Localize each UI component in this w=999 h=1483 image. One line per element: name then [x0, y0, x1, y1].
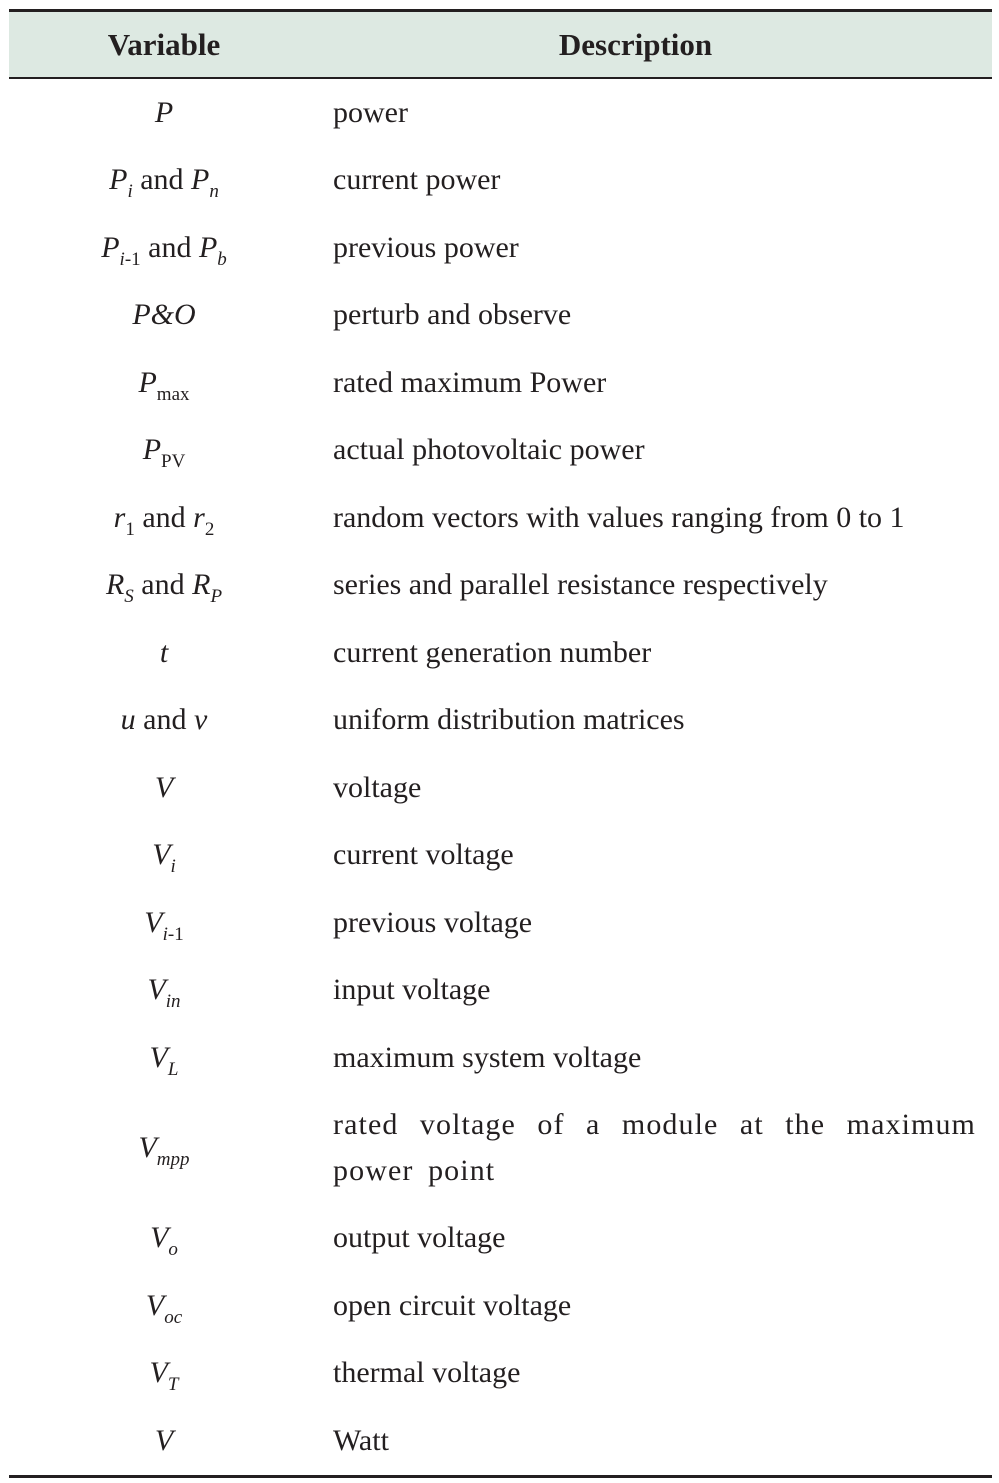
- variable-cell: $V_{i-1}$: [144, 905, 184, 945]
- table-row: [9, 1407, 992, 1475]
- description-cell: rated maximum Power: [333, 365, 607, 399]
- table-bottom-rule: [9, 1475, 992, 1478]
- description-cell: current generation number: [333, 635, 652, 669]
- table-row: [9, 1024, 992, 1092]
- variable-cell: $V_o$: [150, 1221, 178, 1261]
- header-description: Description: [558, 26, 713, 62]
- description-cell: voltage: [333, 770, 422, 804]
- variable-cell: $R_S$ and $R_P$: [105, 568, 223, 608]
- table-row: [9, 1092, 992, 1205]
- table-row: [9, 1340, 992, 1408]
- table-row: [9, 417, 992, 485]
- variable-cell: $P_{max}$: [138, 365, 190, 405]
- table-row: [9, 889, 992, 957]
- variable-table: [9, 9, 992, 1478]
- table-row: [9, 754, 992, 822]
- variable-cell: $V_{in}$: [147, 973, 181, 1013]
- description-cell: perturb and observe: [333, 298, 572, 332]
- description-cell: rated voltage of a module at the maximum power point: [333, 1108, 976, 1187]
- description-cell: input voltage: [333, 973, 491, 1007]
- description-cell: random vectors with values ranging from 0 to 1: [333, 500, 905, 534]
- description-cell: output voltage: [333, 1221, 506, 1255]
- table-row: [9, 687, 992, 755]
- variable-cell: P&O: [132, 298, 196, 332]
- table-row: [9, 214, 992, 282]
- table-header: [9, 12, 992, 77]
- table-row: [9, 1272, 992, 1340]
- variable-cell: $V_T$: [149, 1356, 179, 1396]
- variable-cell: t: [159, 635, 169, 669]
- variable-cell: u and v: [120, 703, 208, 737]
- description-cell: uniform distribution matrices: [333, 703, 685, 737]
- description-cell: current power: [333, 163, 501, 197]
- table-row: [9, 822, 992, 890]
- description-cell: current voltage: [333, 838, 514, 872]
- variable-cell: $V_i$: [152, 838, 176, 878]
- description-cell: previous power: [333, 230, 519, 264]
- table-row: [9, 484, 992, 552]
- description-cell: series and parallel resistance respectively: [333, 568, 828, 602]
- variable-cell: V: [154, 1423, 174, 1457]
- description-cell: thermal voltage: [333, 1356, 521, 1390]
- table-body: [9, 79, 992, 1475]
- variable-cell: $V_L$: [149, 1040, 179, 1080]
- description-cell: open circuit voltage: [333, 1288, 572, 1322]
- variable-cell: $P_{PV}$: [142, 433, 186, 473]
- variable-cell: $V_{mpp}$: [138, 1131, 190, 1170]
- variable-cell: P: [154, 95, 174, 129]
- table-row: [9, 79, 992, 147]
- variable-cell: V: [154, 770, 174, 804]
- description-cell: Watt: [333, 1423, 389, 1457]
- variable-cell: $P_i$ and $P_n$: [109, 163, 219, 203]
- header-variable: Variable: [107, 26, 221, 62]
- description-cell: previous voltage: [333, 905, 533, 939]
- description-cell: power: [333, 95, 408, 129]
- table-row: [9, 1205, 992, 1273]
- description-cell: actual photovoltaic power: [333, 433, 645, 467]
- table-row: [9, 282, 992, 350]
- variable-cell: $P_{i-1}$ and $P_b$: [101, 230, 227, 270]
- table-row: [9, 147, 992, 215]
- table-row: [9, 957, 992, 1025]
- variable-cell: $V_{oc}$: [145, 1288, 183, 1328]
- table-row: [9, 552, 992, 620]
- description-cell: maximum system voltage: [333, 1040, 642, 1074]
- table-row: [9, 349, 992, 417]
- variable-cell: $r_1$ and $r_2$: [113, 500, 215, 540]
- table-row: [9, 619, 992, 687]
